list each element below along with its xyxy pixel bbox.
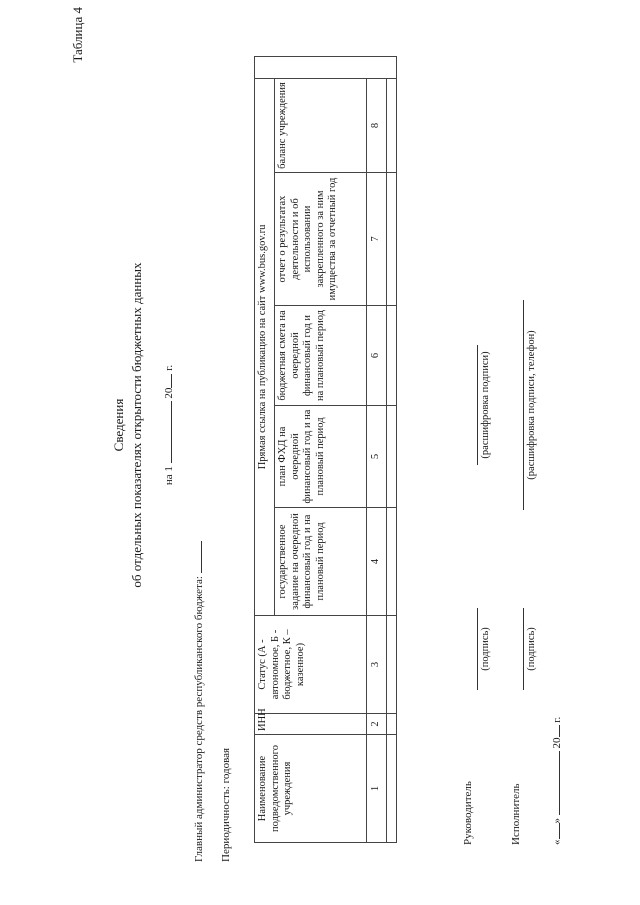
- column-number-row: [367, 56, 387, 842]
- empty-cell: [387, 616, 397, 714]
- header-status: Статус (А - автономное, Б - бюджетное, К – казенное): [255, 616, 367, 714]
- header-budget-estimate: бюджетная смета на очередной финансовый год и на плановый период: [275, 306, 367, 406]
- executor-decode-line: [522, 300, 524, 510]
- empty-cell: [387, 78, 397, 172]
- empty-cell: [387, 306, 397, 406]
- executor-signature-caption: (подпись): [526, 627, 537, 671]
- date-year-prefix: 20: [163, 387, 175, 399]
- empty-cell: [387, 406, 397, 508]
- header-institution-name: Наименование подведомственного учреждения: [255, 735, 367, 843]
- periodicity-line: Периодичность: годовая: [220, 747, 232, 862]
- date-prefix: на 1: [163, 466, 175, 486]
- empty-cell: [387, 173, 397, 306]
- head-label: Руководитель: [462, 781, 474, 845]
- year-blank-line: [160, 374, 172, 388]
- head-decode-line: [476, 345, 478, 465]
- signing-year-blank-line: [548, 726, 560, 738]
- empty-cell: [387, 508, 397, 616]
- col-number-7: 7: [367, 173, 387, 306]
- header-inn: ИНН: [255, 714, 367, 735]
- empty-cell: [387, 714, 397, 735]
- date-suffix: г.: [163, 364, 175, 371]
- col-number-1: 1: [367, 735, 387, 843]
- head-decode-caption: (расшифровка подписи): [480, 351, 491, 459]
- executor-label: Исполнитель: [510, 783, 522, 845]
- col-number-5: 5: [367, 406, 387, 508]
- col-number-6: 6: [367, 306, 387, 406]
- admin-blank-line: [190, 541, 202, 573]
- header-fhd-plan: план ФХД на очередной финансовый год и на плановый период: [275, 406, 367, 508]
- col-number-8: 8: [367, 78, 387, 172]
- col-number-2: 2: [367, 714, 387, 735]
- signing-date-line: [548, 717, 565, 845]
- day-blank-line: [548, 824, 560, 840]
- header-activity-report: отчет о результатах деятельности и об использовании закрепленного за ним имущества за отчетный год: [275, 173, 367, 306]
- report-date-line: [160, 145, 177, 705]
- date-close-quote: »: [551, 818, 563, 824]
- signing-year-suffix: г.: [551, 716, 563, 723]
- date-blank-line: [160, 401, 172, 463]
- col-number-4: 4: [367, 508, 387, 616]
- month-blank-line: [548, 751, 560, 815]
- header-links-group: Прямая ссылка на публикацию на сайт www.bus.gov.ru: [255, 78, 275, 615]
- head-signature-line: [476, 608, 478, 690]
- signing-year-prefix: 20: [551, 737, 563, 749]
- executor-signature-line: [522, 608, 524, 690]
- open-data-table: [254, 56, 397, 843]
- title-line-1: Сведения: [111, 398, 126, 452]
- date-open-quote: «: [551, 839, 563, 845]
- header-state-assignment: государственное задание на очередной финансовый год и на плановый период: [275, 508, 367, 616]
- col-number-3: 3: [367, 616, 387, 714]
- head-signature-caption: (подпись): [480, 627, 491, 671]
- table-edge-column: [255, 56, 397, 78]
- document-title: [110, 145, 145, 705]
- header-balance: баланс учреждения: [275, 78, 367, 172]
- admin-label: Главный администратор средств республиканского бюджета:: [193, 576, 205, 862]
- title-line-2: об отдельных показателях открытости бюджетных данных: [128, 262, 144, 588]
- table-number-label: Таблица 4: [70, 7, 85, 63]
- empty-data-row: [387, 56, 397, 842]
- budget-administrator-line: [190, 541, 207, 862]
- empty-cell: [387, 735, 397, 843]
- executor-decode-caption: (расшифровка подписи, телефон): [526, 330, 537, 480]
